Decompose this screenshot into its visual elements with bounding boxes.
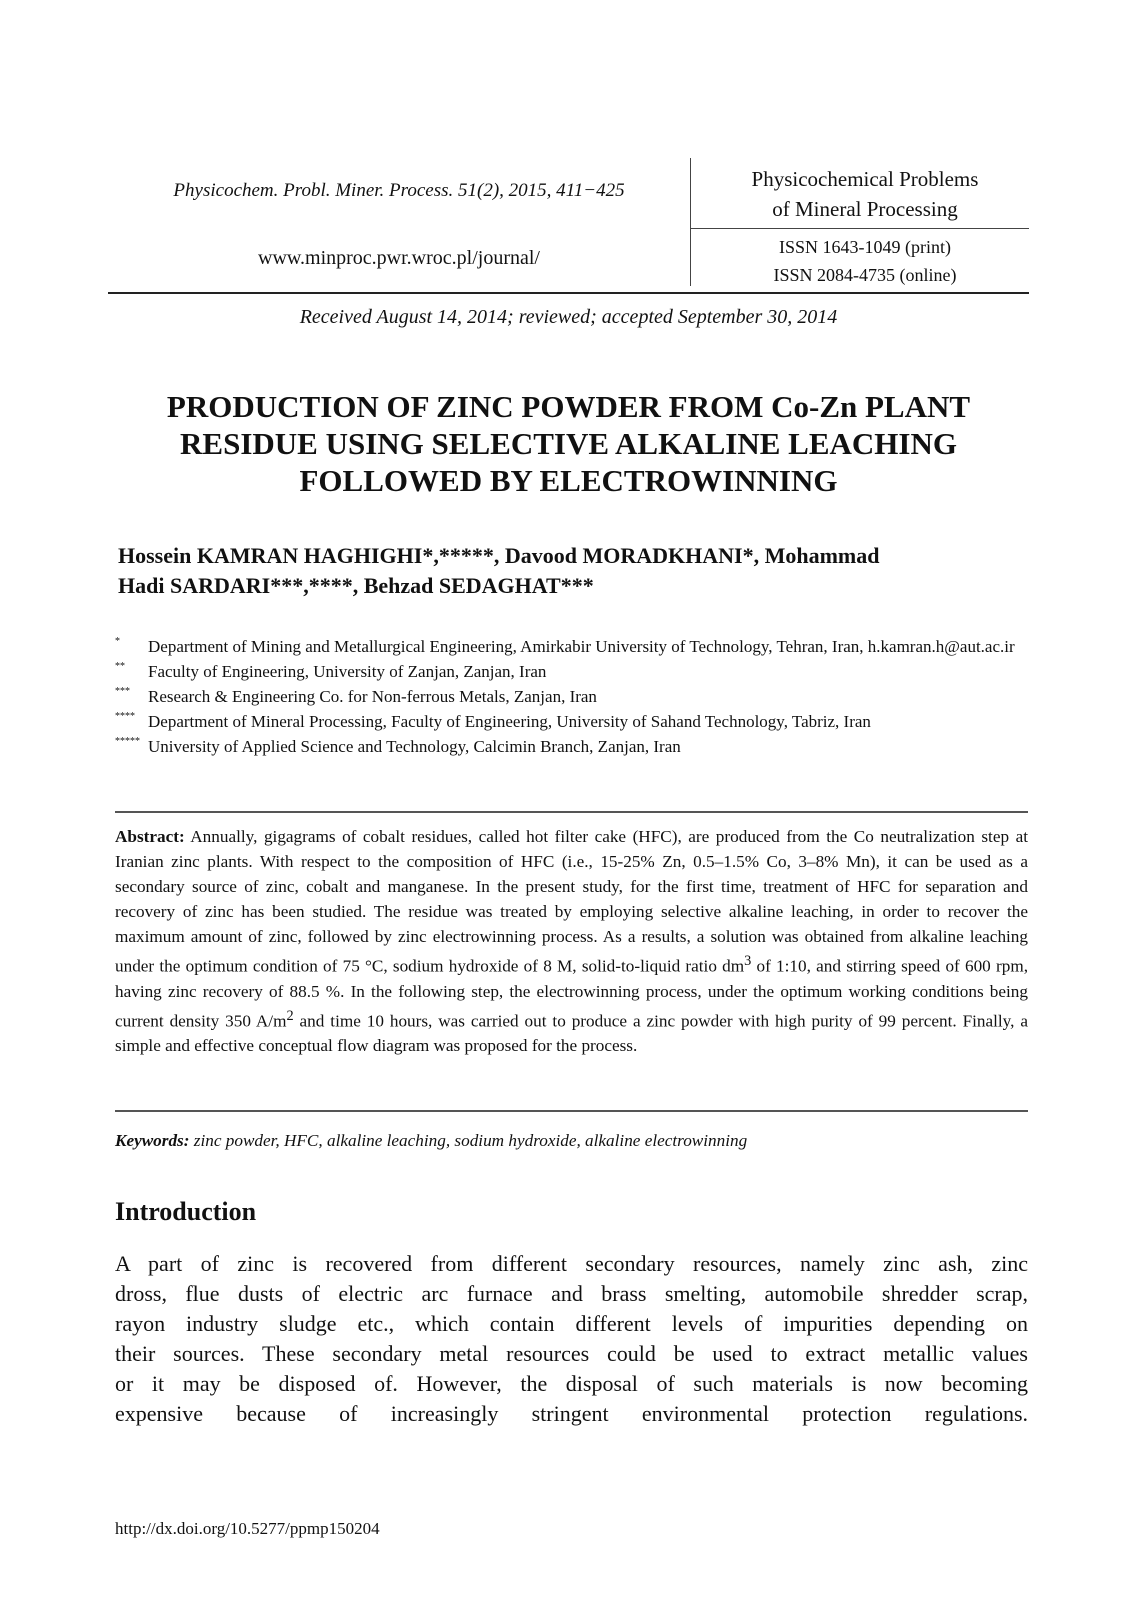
affiliations xyxy=(115,634,1027,759)
journal-name-line1: Physicochemical Problems xyxy=(751,167,979,191)
affiliation-item xyxy=(115,734,1027,759)
abstract-text: and time 10 hours, was carried out to produce a zinc powder with high purity of 99 percent. Finally, a simple and effective conceptual flow diagram was proposed for the process. xyxy=(115,1011,1028,1056)
paragraph-line: rayon industry sludge etc., which contain different levels of impurities depending on xyxy=(115,1311,1028,1336)
abstract xyxy=(115,824,1028,1058)
abstract-superscript: 3 xyxy=(744,953,752,969)
abstract-text: Annually, gigagrams of cobalt residues, called hot filter cake (HFC), are produced from the Co neutralization step at Iranian zinc plants. With respect to the composition of HFC (i.e., 15-25% Zn, 0.5–1.5% Co, 3–8% Mn), it can be used as a secondary source of zinc, cobalt and manganese. In the present study, for the first time, treatment of HFC for separation and recovery of zinc has been studied. The residue was treated by employing selective alkaline leaching, in order to recover the maximum amount of zinc, followed by zinc electrowinning process. As a results, a solution was obtained from alkaline leaching under the optimum condition of 75 °C, sodium hydroxide of 8 M, solid-to-liquid ratio dm xyxy=(115,827,1028,976)
doi-link[interactable]: http://dx.doi.org/10.5277/ppmp150204 xyxy=(115,1519,380,1538)
abstract-text: of 1:10, and stirring speed of 600 rpm, having zinc recovery of 88.5 %. In the following step, the electrowinning process, under the optimum working conditions being current density 350 A/m xyxy=(115,956,1028,1031)
affiliation-text: Research & Engineering Co. for Non-ferrous Metals, Zanjan, Iran xyxy=(148,687,597,706)
abstract-superscript: 2 xyxy=(286,1007,294,1024)
paragraph-line: expensive because of increasingly stringent environmental protection regulations. xyxy=(115,1401,1028,1426)
journal-name xyxy=(700,164,1030,224)
received-dates: Received August 14, 2014; reviewed; accepted September 30, 2014 xyxy=(299,306,838,328)
issn-block xyxy=(700,233,1030,289)
author-line: Hossein KAMRAN HAGHIGHI*,*****, Davood MORADKHANI*, Mohammad xyxy=(118,543,880,568)
header-divider-vertical xyxy=(690,158,691,286)
journal-name-line2: of Mineral Processing xyxy=(772,197,958,221)
affiliation-mark: * xyxy=(115,636,120,647)
journal-citation: Physicochem. Probl. Miner. Process. 51(2), 2015, 411−425 xyxy=(173,180,625,201)
affiliation-text: Department of Mineral Processing, Faculty of Engineering, University of Sahand Technology, Tabriz, Iran xyxy=(148,712,871,731)
paragraph-line: A part of zinc is recovered from different secondary resources, namely zinc ash, zinc xyxy=(115,1251,1028,1276)
affiliation-text: Department of Mining and Metallurgical Engineering, Amirkabir University of Technology, Tehran, Iran, h.kamran.h@aut.ac.ir xyxy=(148,637,1015,656)
abstract-rule-bottom xyxy=(115,1110,1028,1112)
author-line: Hadi SARDARI***,****, Behzad SEDAGHAT*** xyxy=(118,573,594,598)
author-list xyxy=(118,541,1028,601)
affiliation-text: Faculty of Engineering, University of Zanjan, Zanjan, Iran xyxy=(148,662,547,681)
paragraph-line: their sources. These secondary metal resources could be used to extract metallic values xyxy=(115,1341,1028,1366)
title-line: PRODUCTION OF ZINC POWDER FROM Co-Zn PLANT xyxy=(166,389,971,424)
header-divider-horizontal xyxy=(691,228,1029,229)
affiliation-mark: ** xyxy=(115,661,125,672)
abstract-label: Abstract: xyxy=(115,827,185,846)
affiliation-item xyxy=(115,634,1027,659)
paper-title xyxy=(108,388,1029,499)
journal-url[interactable]: www.minproc.pwr.wroc.pl/journal/ xyxy=(258,247,540,269)
header-rule xyxy=(108,292,1029,294)
keywords-text: zinc powder, HFC, alkaline leaching, sodium hydroxide, alkaline electrowinning xyxy=(189,1131,748,1150)
affiliation-item xyxy=(115,684,1027,709)
affiliation-mark: *** xyxy=(115,686,130,697)
title-line: FOLLOWED BY ELECTROWINNING xyxy=(299,463,838,498)
abstract-rule-top xyxy=(115,811,1028,813)
affiliation-text: University of Applied Science and Technology, Calcimin Branch, Zanjan, Iran xyxy=(148,737,681,756)
keywords xyxy=(115,1131,1028,1151)
issn-print: ISSN 1643-1049 (print) xyxy=(779,237,951,257)
affiliation-item xyxy=(115,709,1027,734)
affiliation-mark: ***** xyxy=(115,736,140,747)
affiliation-item xyxy=(115,659,1027,684)
section-heading-introduction: Introduction xyxy=(115,1197,257,1226)
paragraph-line: dross, flue dusts of electric arc furnace and brass smelting, automobile shredder scrap, xyxy=(115,1281,1028,1306)
issn-online: ISSN 2084-4735 (online) xyxy=(773,265,957,285)
introduction-paragraph xyxy=(115,1249,1028,1429)
affiliation-mark: **** xyxy=(115,711,135,722)
paragraph-line: or it may be disposed of. However, the disposal of such materials is now becoming xyxy=(115,1371,1028,1396)
keywords-label: Keywords: xyxy=(115,1131,190,1150)
title-line: RESIDUE USING SELECTIVE ALKALINE LEACHING xyxy=(180,426,957,461)
